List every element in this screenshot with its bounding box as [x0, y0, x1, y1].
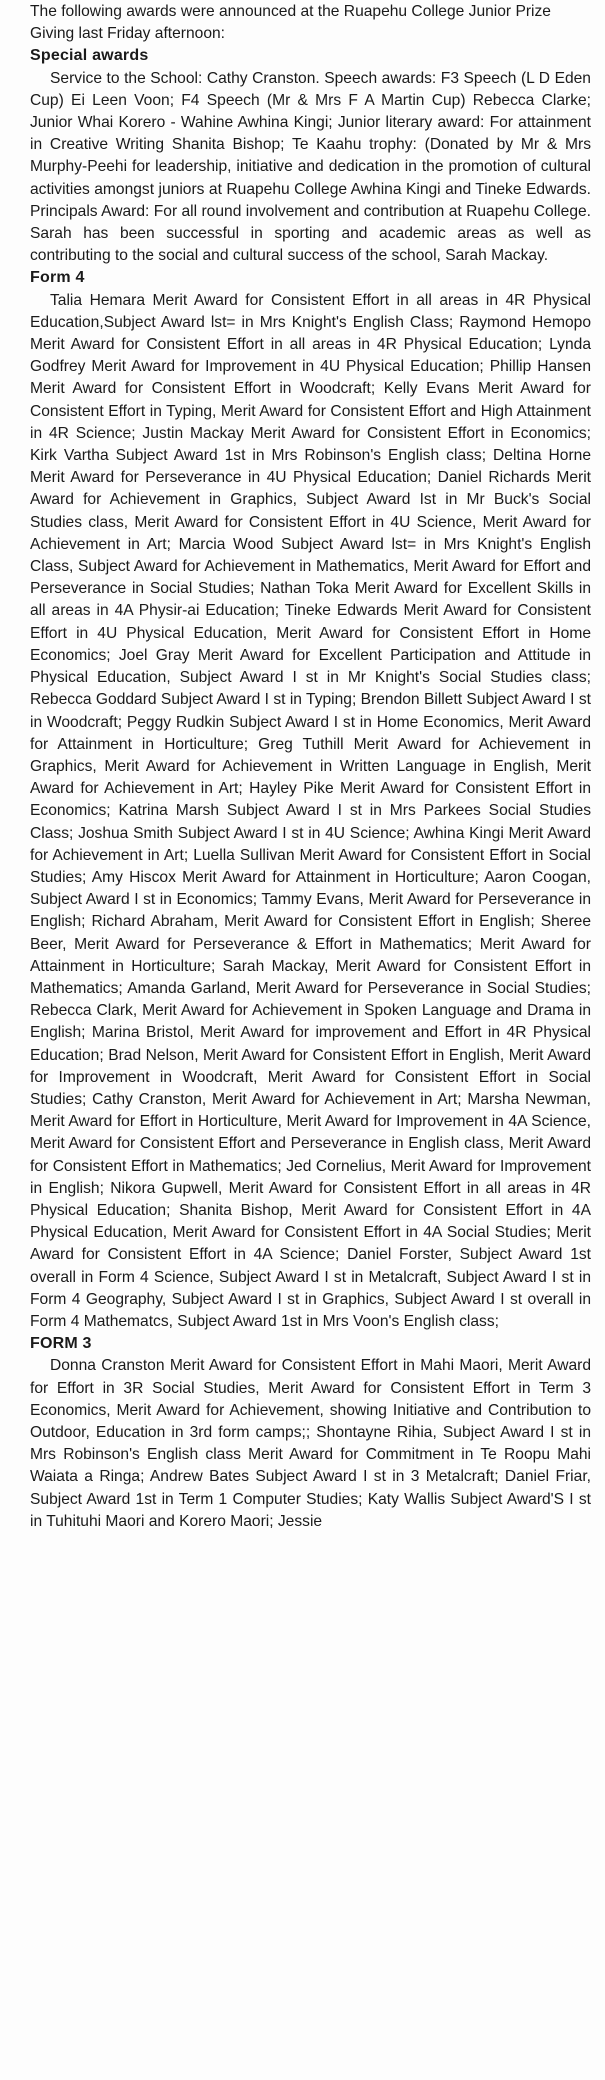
section-heading-form-4: Form 4	[30, 269, 85, 287]
article-intro: The following awards were announced at the Ruapehu College Junior Prize Giving last Friday afternoon:	[30, 3, 551, 43]
section-heading-special-awards: Special awards	[30, 47, 149, 65]
section-heading-form-3: FORM 3	[30, 1335, 92, 1353]
section-body-special-awards: Service to the School: Cathy Cranston. Speech awards: F3 Speech (L D Eden Cup) Ei Leen Voon; F4 Speech (Mr & Mrs F A Martin Cup) Rebecca Clarke; Junior Whai Korero - Wahine Awhina Kingi; Junior literary award: For attainment in Creative Writing Shanita Bishop; Te Kaahu trophy: (Donated by Mr & Mrs Murphy-Peehi for leadership, initiative and dedication in the promotion of cultural activities amongst juniors at Ruapehu College Awhina Kingi and Tineke Edwards. Principals Award: For all round involvement and contribution at Ruapehu College. Sarah has been successful in sporting and academic areas as well as contributing to the social and cultural success of the school, Sarah Mackay.	[30, 69, 591, 265]
section-body-form-3: Donna Cranston Merit Award for Consistent Effort in Mahi Maori, Merit Award for Effort in 3R Social Studies, Merit Award for Consistent Effort in Term 3 Economics, Merit Award for Achievement, showing Initiative and Contribution to Outdoor, Education in 3rd form camps;; Shontayne Rihia, Subject Award I st in Mrs Robinson's English class Merit Award for Commitment in Te Roopu Mahi Waiata a Ringa; Andrew Bates Subject Award I st in 3 Metalcraft; Daniel Friar, Subject Award 1st in Term 1 Computer Studies; Katy Wallis Subject Award'S I st in Tuhituhi Maori and Korero Maori; Jessie	[30, 1357, 591, 1530]
section-body-form-4: Talia Hemara Merit Award for Consistent Effort in all areas in 4R Physical Education,Subject Award lst= in Mrs Knight's English Class; Raymond Hemopo Merit Award for Consistent Effort in all areas in 4R Physical Education; Lynda Godfrey Merit Award for Improvement in 4U Physical Education; Phillip Hansen Merit Award for Consistent Effort in Woodcraft; Kelly Evans Merit Award for Consistent Effort in Typing, Merit Award for Consistent Effort and High Attainment in 4R Science; Justin Mackay Merit Award for Consistent Effort in Economics; Kirk Vartha Subject Award 1st in Mrs Robinson's English class; Deltina Horne Merit Award for Perseverance in 4U Physical Education; Daniel Richards Merit Award for Achievement in Graphics, Subject Award Ist in Mr Buck's Social Studies class, Merit Award for Consistent Effort in 4U Science, Merit Award for Achievement in Art; Marcia Wood Subject Award lst= in Mrs Knight's English Class, Subject Award for Achievement in Mathematics, Merit Award for Effort and Perseverance in Social Studies; Nathan Toka Merit Award for Excellent Skills in all areas in 4A Physir-ai Education; Tineke Edwards Merit Award for Consistent Effort in 4U Physical Education, Merit Award for Consistent Effort in Home Economics; Joel Gray Merit Award for Excellent Participation and Attitude in Physical Education, Subject Award I st in Mr Knight's Social Studies class; Rebecca Goddard Subject Award I st in Typing; Brendon Billett Subject Award I st in Woodcraft; Peggy Rudkin Subject Award I st in Home Economics, Merit Award for Attainment in Horticulture; Greg Tuthill Merit Award for Achievement in Graphics, Merit Award for Achievement in Written Language in English, Merit Award for Achievement in Art; Hayley Pike Merit Award for Consistent Effort in Economics; Katrina Marsh Subject Award I st in Mrs Parkees Social Studies Class; Joshua Smith Subject Award I st in 4U Science; Awhina Kingi Merit Award for Achievement in Art; Luella Sullivan Merit Award for Consistent Effort in Social Studies; Amy Hiscox Merit Award for Attainment in Horticulture; Aaron Coogan, Subject Award I st in Economics; Tammy Evans, Merit Award for Perseverance in English; Richard Abraham, Merit Award for Consistent Effort in English; Sheree Beer, Merit Award for Perseverance & Effort in Mathematics; Merit Award for Attainment in Horticulture; Sarah Mackay, Merit Award for Consistent Effort in Mathematics; Amanda Garland, Merit Award for Perseverance in Social Studies; Rebecca Clark, Merit Award for Achievement in Spoken Language and Drama in English; Marina Bristol, Merit Award for improvement and Effort in 4R Physical Education; Brad Nelson, Merit Award for Consistent Effort in English, Merit Award for Improvement in Woodcraft, Merit Award for Consistent Effort in Social Studies; Cathy Cranston, Merit Award for Achievement in Art; Marsha Newman, Merit Award for Effort in Horticulture, Merit Award for Improvement in 4A Science, Merit Award for Consistent Effort and Perseverance in English class, Merit Award for Consistent Effort in Mathematics; Jed Cornelius, Merit Award for Improvement in English; Nikora Gupwell, Merit Award for Consistent Effort in all areas in 4R Physical Education; Shanita Bishop, Merit Award for Consistent Effort in 4A Physical Education, Merit Award for Consistent Effort in 4A Social Studies; Merit Award for Consistent Effort in 4A Science; Daniel Forster, Subject Award 1st overall in Form 4 Science, Subject Award I st in Metalcraft, Subject Award I st in Form 4 Geography, Subject Award I st in Graphics, Subject Award I st overall in Form 4 Mathematcs, Subject Award 1st in Mrs Voon's English class;	[30, 291, 591, 1330]
